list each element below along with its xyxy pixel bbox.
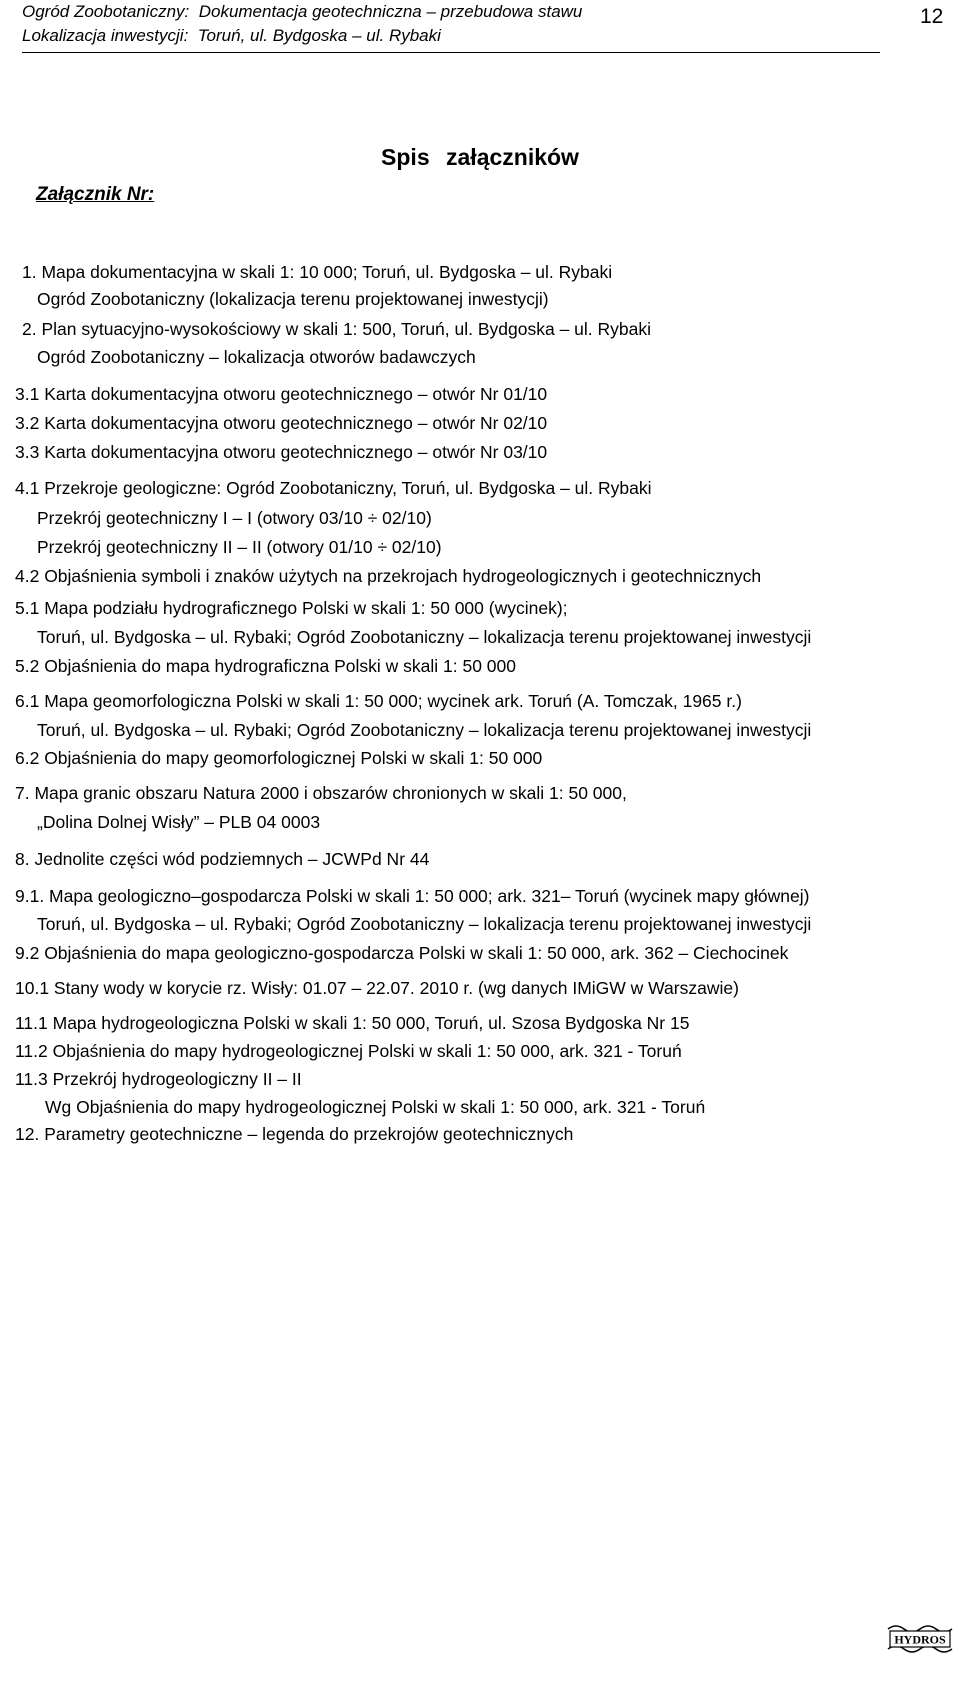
logo-text: HYDROS	[894, 1632, 946, 1647]
list-item: Przekrój geotechniczny II – II (otwory 01/10 ÷ 02/10)	[37, 537, 442, 557]
list-item: 4.1 Przekroje geologiczne: Ogród Zoobotaniczny, Toruń, ul. Bydgoska – ul. Rybaki	[15, 478, 652, 498]
list-item: 5.1 Mapa podziału hydrograficznego Polski w skali 1: 50 000 (wycinek);	[15, 598, 568, 618]
page-title: Spis załączników	[381, 144, 579, 170]
list-item: Ogród Zoobotaniczny (lokalizacja terenu projektowanej inwestycji)	[37, 289, 549, 309]
list-item: Przekrój geotechniczny I – I (otwory 03/10 ÷ 02/10)	[37, 508, 432, 528]
header-line-1: Ogród Zoobotaniczny: Dokumentacja geotechniczna – przebudowa stawu	[22, 2, 583, 21]
running-header	[22, 0, 880, 56]
list-item: 10.1 Stany wody w korycie rz. Wisły: 01.07 – 22.07. 2010 r. (wg danych IMiGW w Warszawie)	[15, 978, 739, 998]
list-item: 6.1 Mapa geomorfologiczna Polski w skali 1: 50 000; wycinek ark. Toruń (A. Tomczak, 1965 r.)	[15, 691, 742, 711]
header-rule	[22, 52, 880, 53]
list-item: 11.1 Mapa hydrogeologiczna Polski w skali 1: 50 000, Toruń, ul. Szosa Bydgoska Nr 15	[15, 1013, 690, 1033]
list-item: 8. Jednolite części wód podziemnych – JCWPd Nr 44	[15, 849, 430, 869]
list-item: 5.2 Objaśnienia do mapa hydrograficzna Polski w skali 1: 50 000	[15, 656, 516, 676]
list-item: 6.2 Objaśnienia do mapy geomorfologicznej Polski w skali 1: 50 000	[15, 748, 543, 768]
list-item: 3.1 Karta dokumentacyjna otworu geotechnicznego – otwór Nr 01/10	[15, 384, 548, 404]
list-item: 9.1. Mapa geologiczno–gospodarcza Polski w skali 1: 50 000; ark. 321– Toruń (wycinek mapy głównej)	[15, 886, 810, 906]
list-item: 3.3 Karta dokumentacyjna otworu geotechnicznego – otwór Nr 03/10	[15, 442, 548, 462]
header-line-2: Lokalizacja inwestycji: Toruń, ul. Bydgoska – ul. Rybaki	[22, 26, 441, 45]
list-item: Toruń, ul. Bydgoska – ul. Rybaki; Ogród Zoobotaniczny – lokalizacja terenu projektowanej inwestycji	[37, 627, 812, 647]
list-item: 4.2 Objaśnienia symboli i znaków użytych na przekrojach hydrogeologicznych i geotechnicznych	[15, 566, 762, 586]
list-item: 7. Mapa granic obszaru Natura 2000 i obszarów chronionych w skali 1: 50 000,	[15, 783, 627, 803]
page-number: 12	[920, 5, 944, 28]
list-item: 1. Mapa dokumentacyjna w skali 1: 10 000; Toruń, ul. Bydgoska – ul. Rybaki	[22, 262, 613, 282]
list-item: 9.2 Objaśnienia do mapa geologiczno-gospodarcza Polski w skali 1: 50 000, ark. 362 – Ciechocinek	[15, 943, 789, 963]
list-item: 11.2 Objaśnienia do mapy hydrogeologicznej Polski w skali 1: 50 000, ark. 321 - Toruń	[15, 1041, 682, 1061]
list-item: Ogród Zoobotaniczny – lokalizacja otworów badawczych	[37, 347, 476, 367]
list-item: Wg Objaśnienia do mapy hydrogeologicznej Polski w skali 1: 50 000, ark. 321 - Toruń	[45, 1097, 706, 1117]
list-item: 11.3 Przekrój hydrogeologiczny II – II	[15, 1069, 302, 1089]
list-item: 12. Parametry geotechniczne – legenda do przekrojów geotechnicznych	[15, 1124, 574, 1144]
list-item: Toruń, ul. Bydgoska – ul. Rybaki; Ogród Zoobotaniczny – lokalizacja terenu projektowanej inwestycji	[37, 720, 812, 740]
hydros-logo	[884, 1615, 956, 1655]
list-item: „Dolina Dolnej Wisły” – PLB 04 0003	[37, 812, 321, 832]
list-item: 2. Plan sytuacyjno-wysokościowy w skali 1: 500, Toruń, ul. Bydgoska – ul. Rybaki	[22, 319, 652, 339]
list-item: Toruń, ul. Bydgoska – ul. Rybaki; Ogród Zoobotaniczny – lokalizacja terenu projektowanej inwestycji	[37, 914, 812, 934]
list-item: 3.2 Karta dokumentacyjna otworu geotechnicznego – otwór Nr 02/10	[15, 413, 548, 433]
annex-label: Załącznik Nr:	[36, 184, 155, 205]
